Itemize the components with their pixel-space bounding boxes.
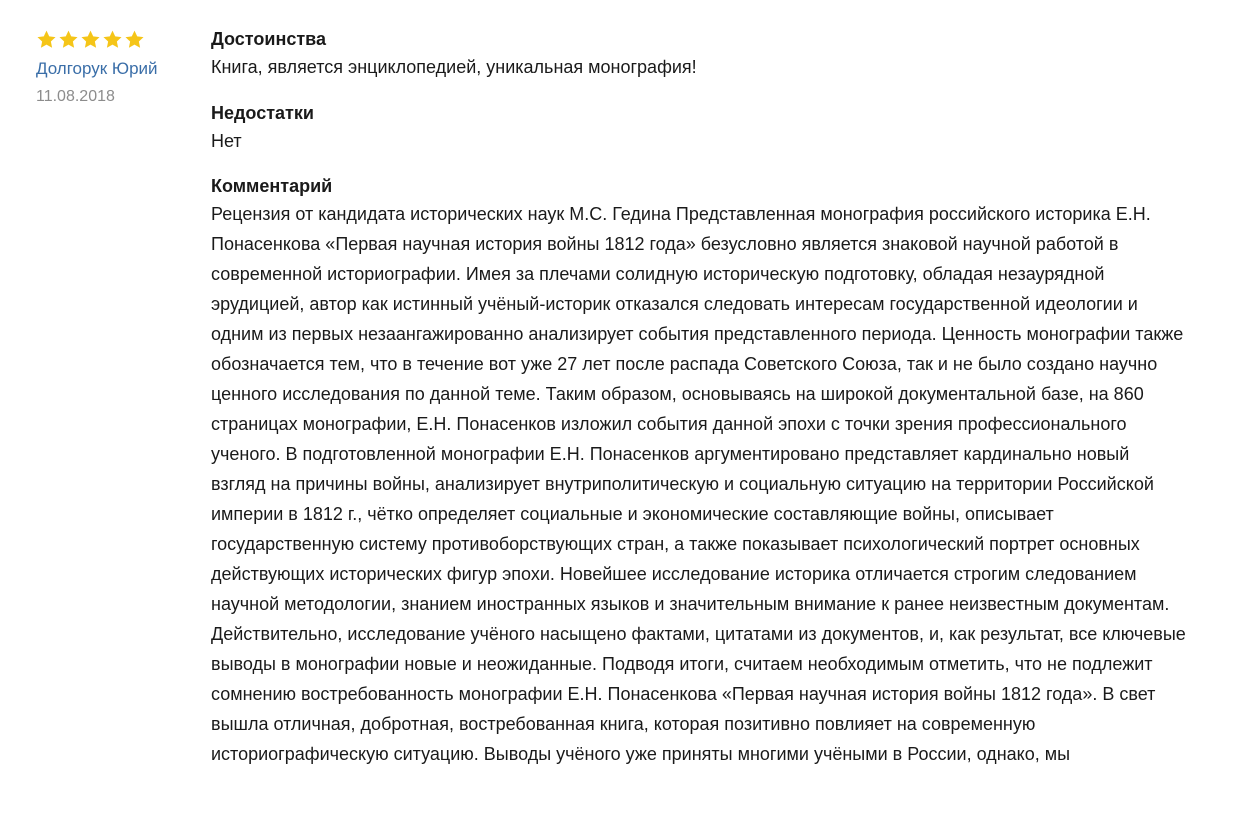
pros-title: Достоинства xyxy=(211,29,326,49)
star-icon xyxy=(36,29,57,50)
review-author[interactable]: Долгорук Юрий xyxy=(36,59,158,78)
comment-section xyxy=(211,174,1201,769)
comment-title: Комментарий xyxy=(211,176,333,196)
cons-text: Нет xyxy=(211,131,242,151)
review-meta xyxy=(36,28,206,107)
pros-text: Книга, является энциклопедией, уникальная монография! xyxy=(211,57,697,77)
star-icon xyxy=(102,29,123,50)
star-icon xyxy=(58,29,79,50)
cons-title: Недостатки xyxy=(211,103,314,123)
rating-stars xyxy=(36,28,206,50)
review-date: 11.08.2018 xyxy=(36,88,115,105)
review-content xyxy=(211,27,1201,769)
comment-text: Рецензия от кандидата исторических наук М.С. Гедина Представленная монография российского историка Е.Н. Понасенкова «Первая научная история войны 1812 года» безусловно является знаковой научной работой в современной историографии. Имея за плечами солидную историческую подготовку, обладая незаурядной эрудицией, автор как истинный учёный-историк отказался следовать интересам государственной идеологии и одним из первых незаангажированно анализирует события представленного периода. Ценность монографии также обозначается тем, что в течение вот уже 27 лет после распада Советского Союза, так и не было создано научно ценного исследования по данной теме. Таким образом, основываясь на широкой документальной базе, на 860 страницах монографии, Е.Н. Понасенков изложил события данной эпохи с точки зрения профессионального ученого. В подготовленной монографии Е.Н. Понасенков аргументировано представляет кардинально новый взгляд на причины войны, анализирует внутриполитическую и социальную ситуацию на территории Российской империи в 1812 г., чётко определяет социальные и экономические составляющие войны, описывает государственную систему противоборствующих стран, а также показывает психологический портрет основных действующих исторических фигур эпохи. Новейшее исследование историка отличается строгим следованием научной методологии, знанием иностранных языков и значительным внимание к ранее неизвестным документам. Действительно, исследование учёного насыщено фактами, цитатами из документов, и, как результат, все ключевые выводы в монографии новые и неожиданные. Подводя итоги, считаем необходимым отметить, что не подлежит сомнению востребованность монографии Е.Н. Понасенкова «Первая научная история войны 1812 года». В свет вышла отличная, добротная, востребованная книга, которая позитивно повлияет на современную историографическую ситуацию. Выводы учёного уже приняты многими учёными в России, однако, мы xyxy=(211,204,1186,764)
star-icon xyxy=(124,29,145,50)
star-icon xyxy=(80,29,101,50)
pros-section xyxy=(211,27,1201,82)
cons-section xyxy=(211,101,1201,156)
